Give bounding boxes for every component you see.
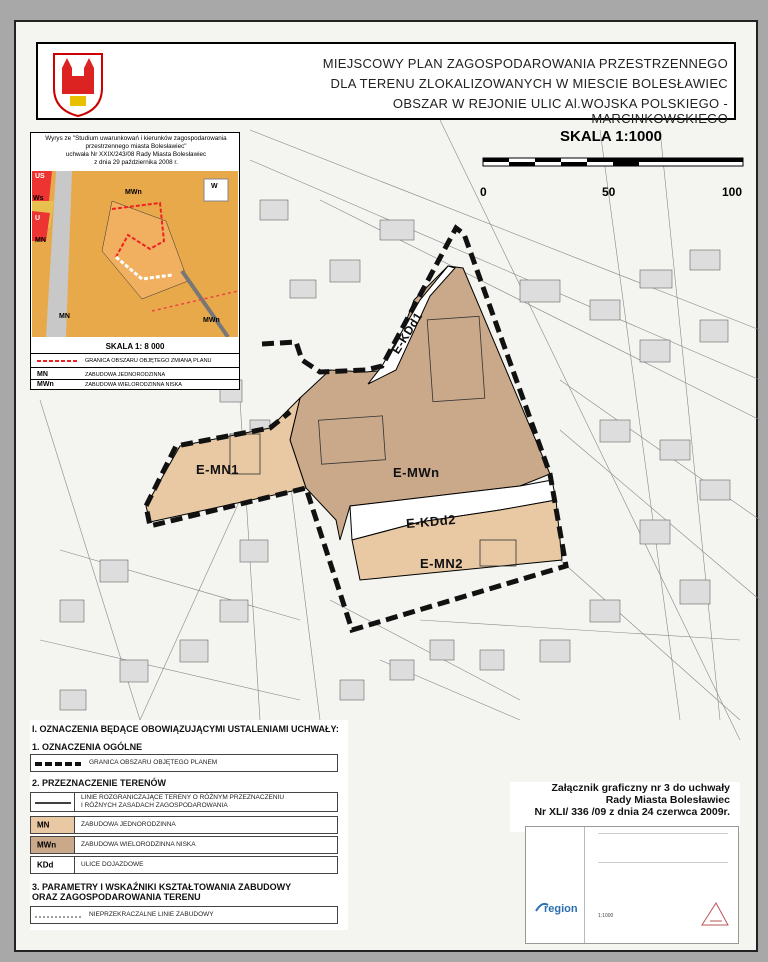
- inset-label-mn-2: MN: [59, 313, 70, 320]
- title-line-1: MIEJSCOWY PLAN ZAGOSPODAROWANIA PRZESTRZENNEGO: [322, 56, 728, 71]
- zone-label-mn1: E-MN1: [196, 462, 239, 477]
- city-crest-icon: [48, 48, 108, 118]
- inset-title: Wyrys ze "Studium uwarunkowań i kierunków zagospodarowania przestrzennego miasta Bolesławiec" uchwała Nr XXIX/243/08 Rady Miasta Bolesławiec z dnia 29 października 2008 r.: [45, 135, 227, 166]
- dashed-red-line-icon: [37, 358, 77, 364]
- legend-section-parameters: 3. PARAMETRY I WSKAŹNIKI KSZTAŁTOWANIA ZABUDOWY ORAZ ZAGOSPODAROWANIA TERENU: [32, 882, 292, 902]
- zone-mn1-fill: [146, 398, 306, 522]
- inset-legend-boundary: GRANICA OBSZARU OBJĘTEGO ZMIANĄ PLANU: [31, 353, 239, 368]
- credits-box: [525, 826, 739, 944]
- annex-line-1: Załącznik graficzny nr 3 do uchwały: [551, 782, 730, 794]
- inset-legend-mwn: MWn ZABUDOWA WIELORODZINNA NISKA: [31, 379, 239, 390]
- region-logo: region: [544, 903, 578, 915]
- zone-label-mwn: E-MWn: [393, 465, 440, 480]
- legend-section-general: 1. OZNACZENIA OGÓLNE: [32, 742, 143, 752]
- legend-row-boundary: GRANICA OBSZARU OBJĘTEGO PLANEM: [30, 754, 338, 772]
- annex-note: [510, 782, 740, 832]
- legend-section-land-use: 2. PRZEZNACZENIE TERENÓW: [32, 778, 167, 788]
- legend-row-mn: MN ZABUDOWA JEDNORODZINNA: [30, 816, 338, 834]
- study-inset: [30, 132, 240, 390]
- inset-label-w: W: [211, 183, 218, 190]
- building-line-icon: [35, 914, 81, 920]
- legend-row-building-lines: NIEPRZEKRACZALNE LINIE ZABUDOWY: [30, 906, 338, 924]
- solid-line-icon: [35, 802, 71, 804]
- scale-tick-100: 100: [722, 185, 743, 199]
- scale-tick-0: 0: [480, 185, 487, 199]
- zone-label-mn2: E-MN2: [420, 556, 463, 571]
- title-line-3: OBSZAR W REJONIE ULIC Al.WOJSKA POLSKIEGO - MARCINKOWSKIEGO: [392, 96, 728, 126]
- inset-label-mn-1: MN: [35, 237, 46, 244]
- inset-label-ws: Ws: [33, 195, 44, 202]
- scale-tick-50: 50: [602, 185, 616, 199]
- inset-label-u: U: [35, 215, 41, 222]
- scale-label: SKALA 1:1000: [560, 128, 662, 145]
- inset-legend-mn: MN ZABUDOWA JEDNORODZINNA: [31, 367, 239, 382]
- legend-row-lines: LINIE ROZGRANICZAJĄCE TERENY O RÓŻNYM PRZEZNACZENIU I RÓŻNYCH ZASADACH ZAGOSPODAROWANIA: [30, 792, 338, 812]
- inset-label-us: US: [35, 173, 45, 180]
- title-line-2: DLA TERENU ZLOKALIZOWANYCH W MIESCIE BOLESŁAWIEC: [330, 76, 728, 91]
- credits-scale: 1:1000: [598, 913, 614, 919]
- annex-line-3: Nr XLI/ 336 /09 z dnia 24 czerwca 2009r.: [534, 806, 730, 818]
- zone-label-kdd2: E-KDd2: [405, 511, 457, 532]
- approval-stamp: [380, 918, 450, 938]
- architect-seal-icon: [698, 897, 732, 931]
- inset-scale: SKALA 1: 8 000: [105, 342, 165, 351]
- scale-bar: [483, 158, 743, 166]
- title-box: [36, 42, 736, 126]
- inset-label-mwn-1: MWn: [125, 189, 142, 196]
- dashed-boundary-icon: [35, 761, 81, 767]
- inset-label-mwn-2: MWn: [203, 317, 220, 324]
- plan-legend: [30, 720, 348, 930]
- annex-line-2: Rady Miasta Bolesławiec: [605, 794, 730, 806]
- legend-row-mwn: MWn ZABUDOWA WIELORODZINNA NISKA: [30, 836, 338, 854]
- legend-row-kdd: KDd ULICE DOJAZDOWE: [30, 856, 338, 874]
- legend-heading: I. OZNACZENIA BĘDĄCE OBOWIĄZUJĄCYMI USTALENIAMI UCHWAŁY:: [32, 724, 339, 734]
- zone-label-kdd1: E-KDd1: [388, 309, 426, 357]
